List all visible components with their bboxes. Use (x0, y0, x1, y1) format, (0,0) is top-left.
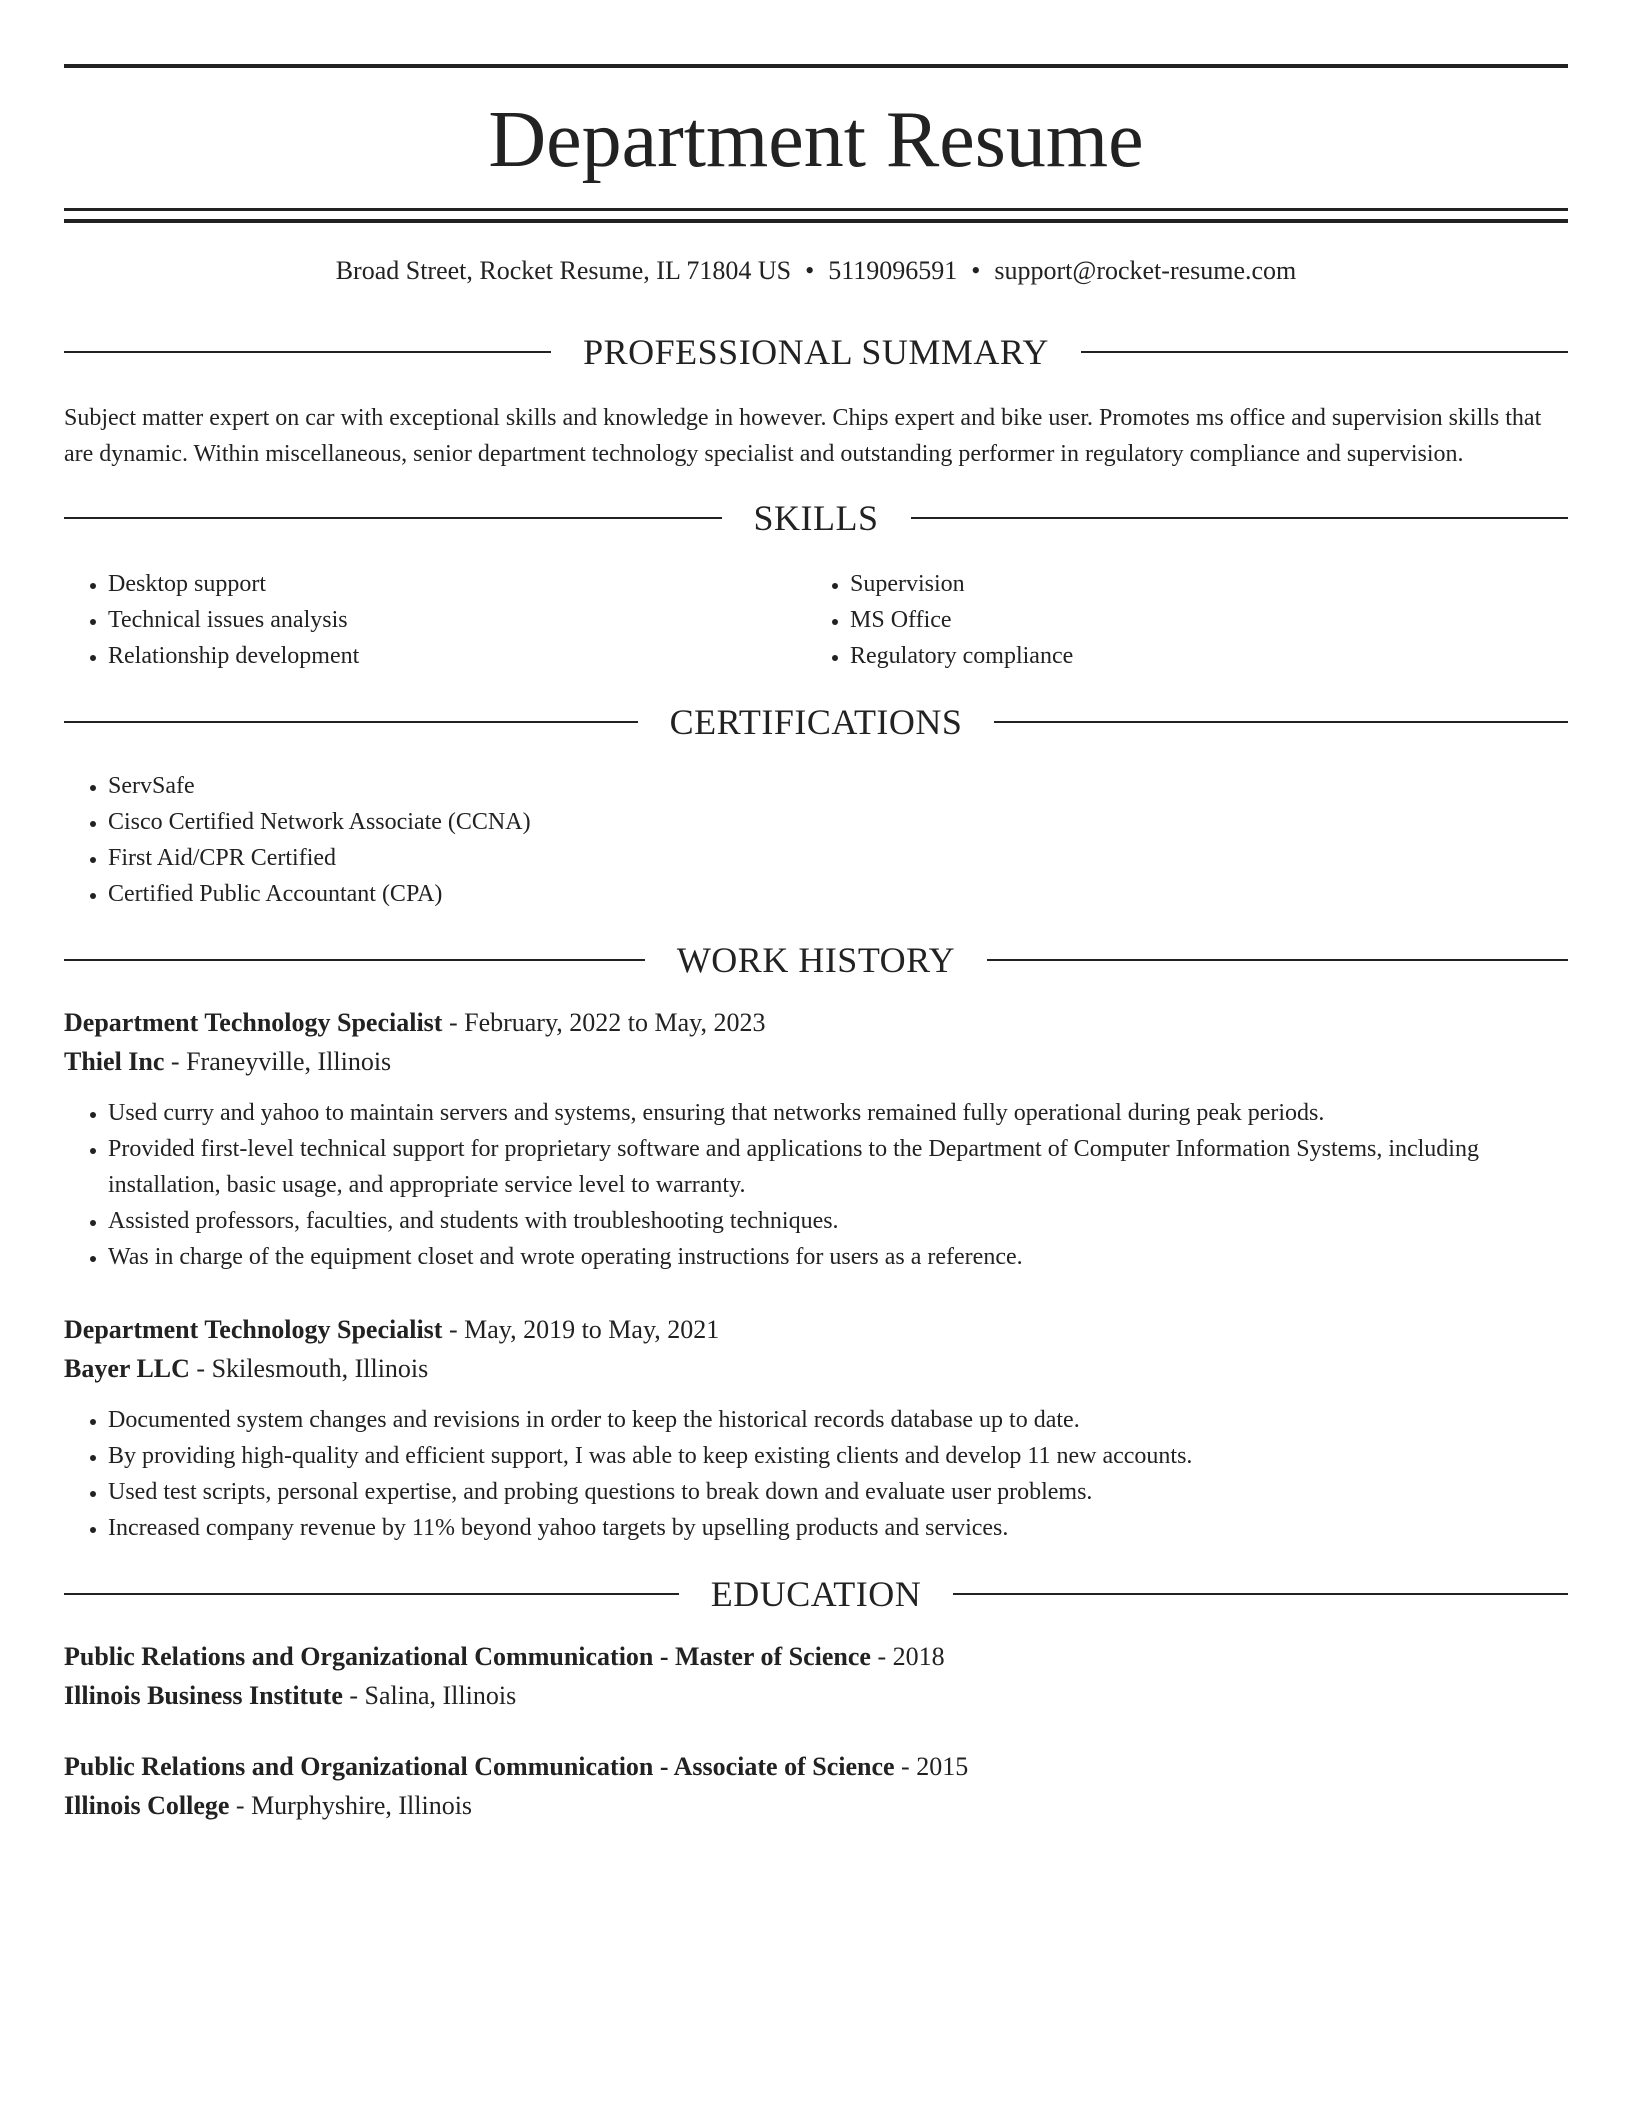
contact-line (64, 254, 1568, 288)
section-rule-right (953, 1593, 1568, 1595)
job-bullet: • Used curry and yahoo to maintain servers and systems, ensuring that networks remained fully operational during peak periods. (108, 1095, 1568, 1131)
certifications-list (64, 768, 1568, 912)
education-degree: Public Relations and Organizational Communication - Master of Science (64, 1642, 871, 1671)
certification-item: • First Aid/CPR Certified (108, 840, 1568, 876)
education-year: - 2018 (870, 1642, 945, 1671)
summary-text: Subject matter expert on car with exceptional skills and knowledge in however. Chips expert and bike user. Promotes ms office and supervision skills that are dynamic. Within miscellaneous, senior department technology specialist and outstanding performer in regulatory compliance and supervision. (64, 405, 1542, 467)
certification-item: • Cisco Certified Network Associate (CCNA) (108, 804, 1568, 840)
education-entry (64, 1637, 1568, 1715)
top-rule (64, 64, 1568, 68)
job-company: Bayer LLC (64, 1354, 190, 1383)
education-degree-line (64, 1747, 1568, 1786)
job-bullet: • Assisted professors, faculties, and students with troubleshooting techniques. (108, 1203, 1568, 1239)
job-bullet: • Provided first-level technical support for proprietary software and applications to the Department of Computer Information Systems, including installation, basic usage, and appropriate service level to warranty. (108, 1131, 1568, 1203)
education-school: Illinois Business Institute (64, 1681, 343, 1710)
job-company-line (64, 1349, 1568, 1388)
job-bullet: • Was in charge of the equipment closet and wrote operating instructions for users as a reference. (108, 1239, 1568, 1275)
section-rule-left (64, 1593, 679, 1595)
job-title-line (64, 1003, 1568, 1042)
section-title-skills: SKILLS (753, 498, 879, 538)
job-dates: - February, 2022 to May, 2023 (442, 1008, 766, 1037)
skill-item: • MS Office (850, 602, 1548, 638)
contact-separator: • (805, 256, 815, 285)
job-bullet: • By providing high-quality and efficient support, I was able to keep existing clients and develop 11 new accounts. (108, 1438, 1568, 1474)
skills-column-right (806, 566, 1548, 674)
section-title-summary: PROFESSIONAL SUMMARY (583, 332, 1049, 372)
job-company-line (64, 1042, 1568, 1081)
job-bullet: • Used test scripts, personal expertise, and probing questions to break down and evaluate user problems. (108, 1474, 1568, 1510)
skill-item: • Technical issues analysis (108, 602, 806, 638)
skill-item: • Regulatory compliance (850, 638, 1548, 674)
title-double-rule (64, 208, 1568, 223)
section-rule-right (987, 959, 1568, 961)
job-bullet: • Documented system changes and revisions in order to keep the historical records database up to date. (108, 1402, 1568, 1438)
job-title: Department Technology Specialist (64, 1008, 443, 1037)
certification-item: • Certified Public Accountant (CPA) (108, 876, 1568, 912)
education-school-line (64, 1786, 1568, 1825)
certification-item: • ServSafe (108, 768, 1568, 804)
education-year: - 2015 (894, 1752, 969, 1781)
skills-list (64, 566, 1568, 674)
section-title-certifications: CERTIFICATIONS (669, 702, 963, 742)
section-header-skills (64, 496, 1568, 540)
education-entry (64, 1747, 1568, 1825)
job-location: - Skilesmouth, Illinois (189, 1354, 429, 1383)
education-degree-line (64, 1637, 1568, 1676)
section-header-work (64, 938, 1568, 982)
section-rule-left (64, 351, 551, 353)
job-dates: - May, 2019 to May, 2021 (442, 1315, 720, 1344)
job-title-line (64, 1310, 1568, 1349)
section-header-summary (64, 330, 1568, 374)
contact-separator: • (971, 256, 981, 285)
education-location: - Salina, Illinois (342, 1681, 517, 1710)
education-degree: Public Relations and Organizational Communication - Associate of Science (64, 1752, 895, 1781)
section-rule-right (911, 517, 1569, 519)
job-company: Thiel Inc (64, 1047, 165, 1076)
education-location: - Murphyshire, Illinois (229, 1791, 473, 1820)
skills-column-left (64, 566, 806, 674)
section-rule-left (64, 517, 722, 519)
section-rule-left (64, 721, 638, 723)
section-title-education: EDUCATION (710, 1574, 922, 1614)
skill-item: • Supervision (850, 566, 1548, 602)
job-title: Department Technology Specialist (64, 1315, 443, 1344)
education-school-line (64, 1676, 1568, 1715)
job-location: - Franeyville, Illinois (164, 1047, 392, 1076)
job-bullet: • Increased company revenue by 11% beyond yahoo targets by upselling products and services. (108, 1510, 1568, 1546)
section-title-work: WORK HISTORY (676, 940, 956, 980)
section-rule-left (64, 959, 645, 961)
section-header-certifications (64, 700, 1568, 744)
contact-address: Broad Street, Rocket Resume, IL 71804 US (335, 256, 792, 285)
contact-phone: 5119096591 (828, 256, 958, 285)
section-rule-right (1081, 351, 1568, 353)
job-bullets (64, 1095, 1568, 1275)
section-rule-right (994, 721, 1568, 723)
job-bullets (64, 1402, 1568, 1546)
job-entry (64, 1003, 1568, 1275)
contact-email: support@rocket-resume.com (994, 256, 1297, 285)
job-entry (64, 1310, 1568, 1546)
skill-item: • Desktop support (108, 566, 806, 602)
resume-title: Department Resume (488, 96, 1144, 184)
section-header-education (64, 1572, 1568, 1616)
skill-item: • Relationship development (108, 638, 806, 674)
education-school: Illinois College (64, 1791, 230, 1820)
